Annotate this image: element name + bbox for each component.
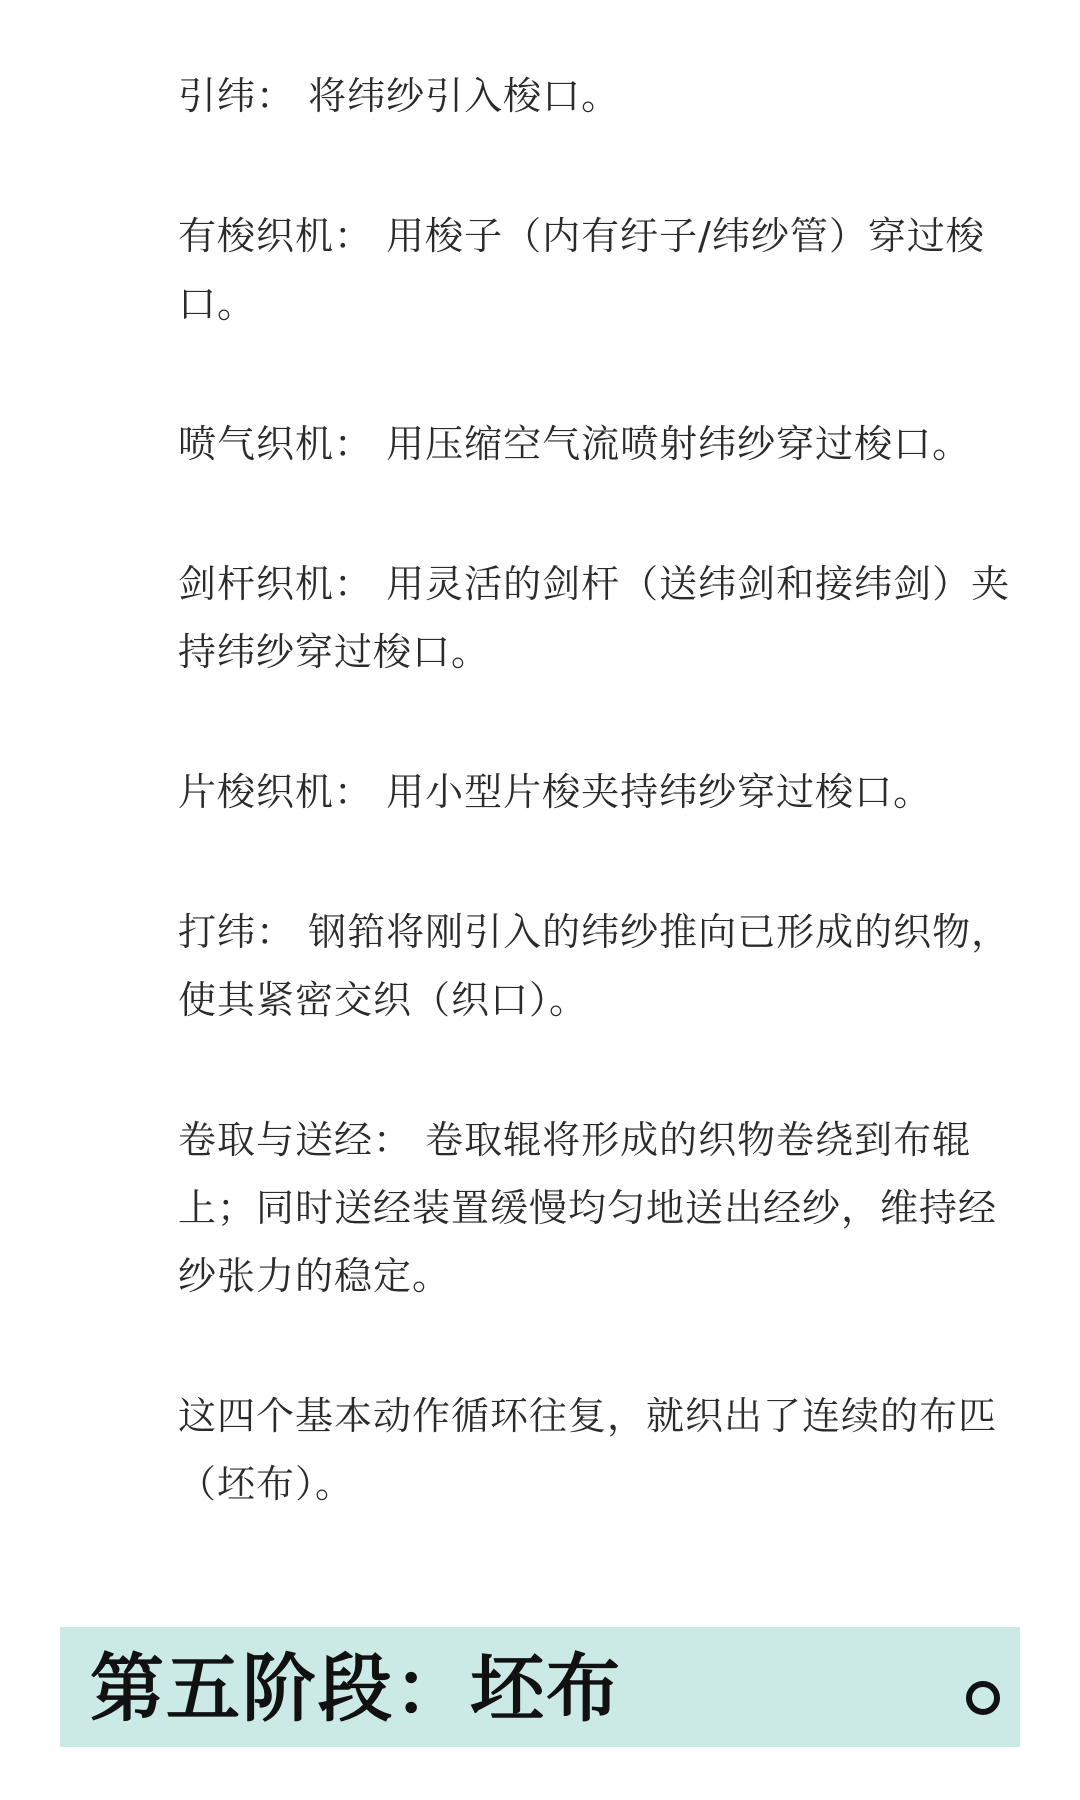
paragraph-air-jet-loom xyxy=(178,410,1028,478)
section-title: 第五阶段：坯布 xyxy=(90,1646,622,1732)
circle-icon xyxy=(966,1681,1000,1715)
paragraph-text: 用灵活的剑杆（送纬剑和接纬剑）夹持纬纱穿过梭口。 xyxy=(178,562,1011,674)
section-header-banner xyxy=(60,1627,1020,1747)
paragraph-text: 钢筘将刚引入的纬纱推向已形成的织物，使其紧密交织（织口）。 xyxy=(178,910,1011,1022)
term-label: 喷气织机： xyxy=(178,422,374,466)
term-label: 剑杆织机： xyxy=(178,562,374,606)
paragraph-take-up-let-off xyxy=(178,1106,1028,1310)
paragraph-projectile-loom xyxy=(178,758,1028,826)
term-label: 有梭织机： xyxy=(178,214,374,258)
paragraph-text: 卷取辊将形成的织物卷绕到布辊上；同时送经装置缓慢均匀地送出经纱，维持经纱张力的稳定。 xyxy=(178,1118,998,1298)
article-body xyxy=(178,62,1028,1590)
term-label: 引纬： xyxy=(178,74,296,118)
paragraph-beating-up xyxy=(178,898,1028,1034)
paragraph-summary xyxy=(178,1382,1028,1518)
paragraph-weft-insertion xyxy=(178,62,1028,130)
paragraph-text: 用小型片梭夹持纬纱穿过梭口。 xyxy=(386,770,933,814)
paragraph-text: 将纬纱引入梭口。 xyxy=(308,74,621,118)
paragraph-text: 这四个基本动作循环往复，就织出了连续的布匹（坯布）。 xyxy=(178,1394,998,1506)
term-label: 片梭织机： xyxy=(178,770,374,814)
term-label: 卷取与送经： xyxy=(178,1118,413,1162)
paragraph-shuttle-loom xyxy=(178,202,1028,338)
paragraph-text: 用梭子（内有纡子/纬纱管）穿过梭口。 xyxy=(178,214,985,326)
paragraph-text: 用压缩空气流喷射纬纱穿过梭口。 xyxy=(386,422,972,466)
paragraph-rapier-loom xyxy=(178,550,1028,686)
term-label: 打纬： xyxy=(178,910,296,954)
